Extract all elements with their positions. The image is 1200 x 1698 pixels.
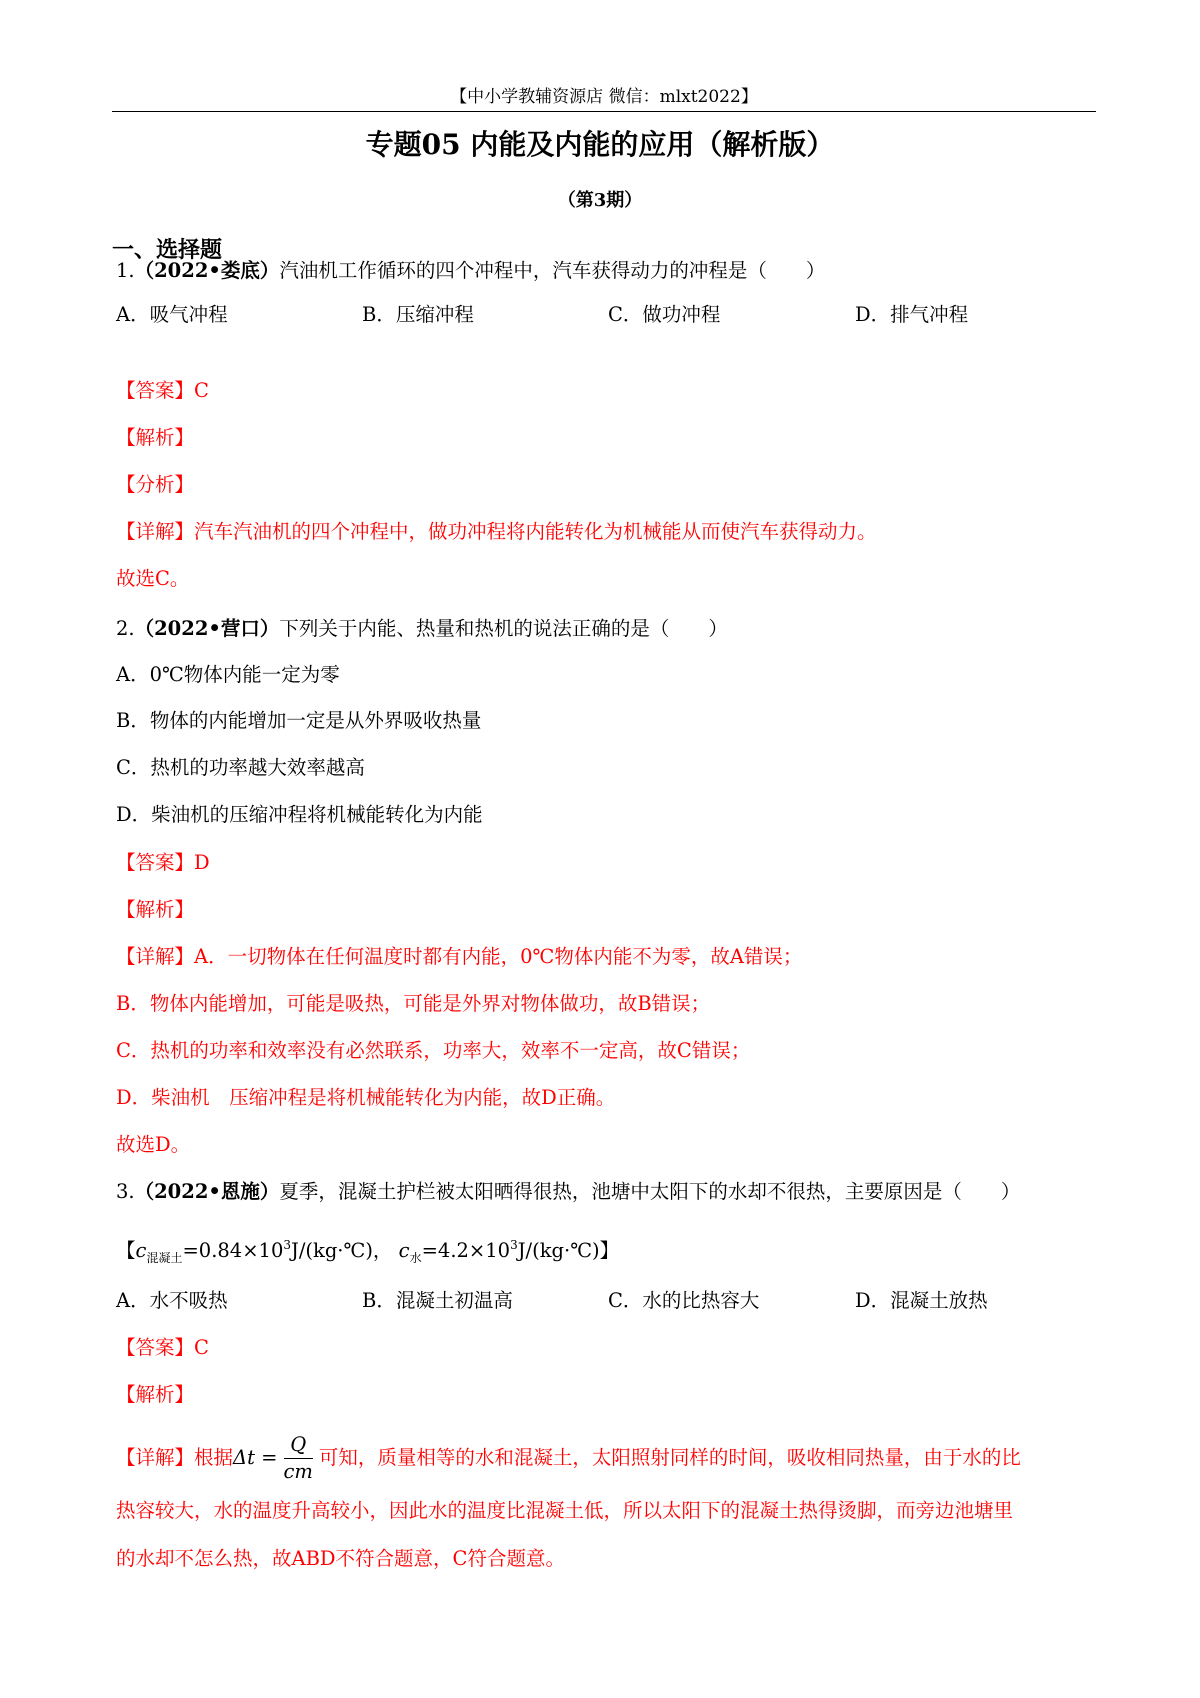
question-1-detail xyxy=(116,517,877,547)
detail-tag: 【详解】 xyxy=(116,1446,195,1469)
section-heading: 一、选择题 xyxy=(112,237,223,263)
question-2-detail-b: B．物体内能增加，可能是吸热，可能是外界对物体做功，故B错误； xyxy=(116,992,711,1015)
c-water-exponent: 3 xyxy=(510,1238,518,1252)
question-2-stem xyxy=(116,614,728,644)
c-water-symbol: c xyxy=(398,1239,410,1262)
detail-tag: 【详解】 xyxy=(116,945,195,968)
c-concrete-exponent: 3 xyxy=(283,1238,292,1252)
answer-tag: 【答案】 xyxy=(116,1336,195,1359)
question-3-detail-line-3: 的水却不怎么热，故ABD不符合题意，C符合题意。 xyxy=(116,1547,565,1570)
issue-number: （第3期） xyxy=(557,190,643,211)
question-3-stem xyxy=(116,1177,1020,1207)
c-water-unit: J/(kg·℃) xyxy=(517,1239,600,1262)
question-3-option-c: C．水的比热容大 xyxy=(608,1289,760,1312)
question-2-detail-d: D．柴油机 压缩冲程是将机械能转化为内能，故D正确。 xyxy=(116,1086,616,1109)
page-header: 【中小学教辅资源店 微信：mlxt2022】 xyxy=(450,87,758,107)
document-title: 专题05 内能及内能的应用（解析版） xyxy=(365,128,835,161)
answer-tag: 【答案】 xyxy=(116,379,195,402)
question-3-option-a: A．水不吸热 xyxy=(116,1289,228,1312)
detail-text: 可知，质量相等的水和混凝土，太阳照射同样的时间，吸收相同热量，由于水的比 xyxy=(318,1446,1021,1469)
detail-text: A．一切物体在任何温度时都有内能，0℃物体内能不为零，故A错误； xyxy=(194,945,803,968)
question-2-analysis-tag: 【解析】 xyxy=(116,898,195,921)
question-3-detail-line-1 xyxy=(116,1428,1021,1488)
question-3-option-d: D．混凝土放热 xyxy=(855,1289,988,1312)
question-3-text: 夏季，混凝土护栏被太阳晒得很热，池塘中太阳下的水却不很热，主要原因是（ ） xyxy=(279,1180,1021,1203)
c-water-subscript: 水 xyxy=(409,1251,422,1265)
question-2-option-a: A．0℃物体内能一定为零 xyxy=(116,663,340,686)
answer-value: D xyxy=(194,851,210,874)
question-2-option-d: D．柴油机的压缩冲程将机械能转化为内能 xyxy=(116,803,483,826)
question-2-conclusion: 故选D。 xyxy=(116,1133,191,1156)
question-2-detail-c: C．热机的功率和效率没有必然联系，功率大，效率不一定高，故C错误； xyxy=(116,1039,751,1062)
c-concrete-symbol: c xyxy=(135,1239,147,1262)
question-1-option-c: C．做功冲程 xyxy=(608,303,721,326)
question-1-source: （2022•娄底） xyxy=(134,259,280,282)
question-2-number: 2. xyxy=(116,617,135,640)
formula-numerator: Q xyxy=(284,1432,313,1459)
detail-tag: 【详解】 xyxy=(116,520,195,543)
answer-value: C xyxy=(194,379,209,402)
formula-fraction xyxy=(284,1432,313,1485)
detail-text: 汽车汽油机的四个冲程中，做功冲程将内能转化为机械能从而使汽车获得动力。 xyxy=(194,520,877,543)
question-3-analysis-tag: 【解析】 xyxy=(116,1383,195,1406)
question-2-detail-a xyxy=(116,942,802,972)
answer-tag: 【答案】 xyxy=(116,851,195,874)
formula-denominator: cm xyxy=(283,1460,313,1483)
question-3-given-constants xyxy=(116,1230,619,1273)
question-1-conclusion: 故选C。 xyxy=(116,567,190,590)
detail-prefix: 根据 xyxy=(194,1446,234,1469)
question-2-answer xyxy=(116,848,210,878)
question-1-answer xyxy=(116,376,209,406)
bracket-close: 】 xyxy=(599,1239,620,1262)
question-1-number: 1. xyxy=(116,259,135,282)
question-1-analysis-tag: 【解析】 xyxy=(116,426,195,449)
c-water-value: =4.2×10 xyxy=(421,1239,511,1262)
formula-lhs: Δt = xyxy=(233,1446,278,1469)
question-1-option-d: D．排气冲程 xyxy=(855,303,969,326)
question-2-text: 下列关于内能、热量和热机的说法正确的是（ ） xyxy=(279,617,728,640)
question-3-option-b: B．混凝土初温高 xyxy=(362,1289,513,1312)
question-3-answer xyxy=(116,1333,209,1363)
question-1-fenxi-tag: 【分析】 xyxy=(116,473,195,496)
question-2-option-c: C．热机的功率越大效率越高 xyxy=(116,756,365,779)
header-divider xyxy=(112,111,1096,112)
question-3-detail-line-2: 热容较大，水的温度升高较小，因此水的温度比混凝土低，所以太阳下的混凝土热得烫脚，而旁边池塘里 xyxy=(116,1499,1014,1522)
question-2-option-b: B．物体的内能增加一定是从外界吸收热量 xyxy=(116,709,482,732)
question-3-source: （2022•恩施） xyxy=(134,1180,280,1203)
question-2-source: （2022•营口） xyxy=(134,617,280,640)
question-1-option-a: A．吸气冲程 xyxy=(116,303,228,326)
question-1-text: 汽油机工作循环的四个冲程中，汽车获得动力的冲程是（ ） xyxy=(279,259,826,282)
question-1-stem xyxy=(116,256,825,286)
question-1-option-b: B．压缩冲程 xyxy=(362,303,474,326)
c-concrete-unit: J/(kg·℃)， xyxy=(291,1239,393,1262)
c-concrete-value: =0.84×10 xyxy=(182,1239,284,1262)
question-3-number: 3. xyxy=(116,1180,135,1203)
answer-value: C xyxy=(194,1336,209,1359)
bracket-open: 【 xyxy=(116,1239,136,1262)
c-concrete-subscript: 混凝土 xyxy=(146,1251,183,1265)
